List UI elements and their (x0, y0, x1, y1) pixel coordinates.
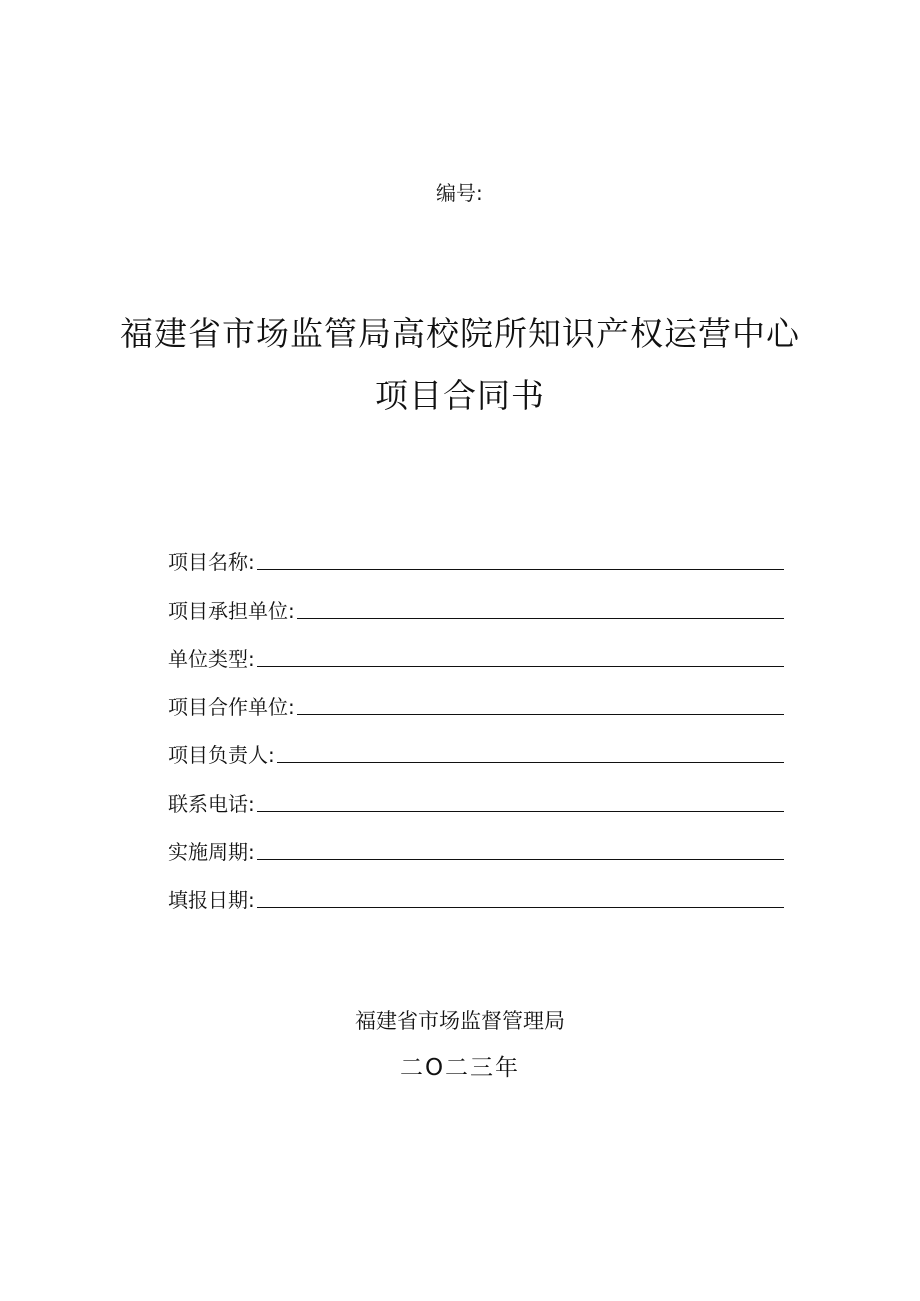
field-label: 项目合作单位: (168, 695, 295, 720)
field-blank-line (277, 740, 784, 763)
field-label: 项目承担单位: (168, 598, 295, 623)
document-subtitle: 项目合同书 (375, 376, 545, 415)
field-implementation-period (168, 820, 784, 868)
field-blank-line (257, 789, 784, 812)
field-blank-line (257, 547, 784, 570)
field-label: 联系电话: (168, 791, 255, 816)
field-label: 填报日期: (168, 888, 255, 913)
issue-year: 二O二三年 (399, 1055, 521, 1081)
field-blank-line (257, 644, 784, 667)
field-blank-line (297, 692, 784, 715)
serial-number-label: 编号: (436, 181, 483, 205)
field-project-name (168, 530, 784, 578)
field-label: 项目名称: (168, 550, 255, 575)
field-label: 实施周期: (168, 840, 255, 865)
field-undertaking-unit (168, 578, 784, 626)
field-blank-line (297, 596, 784, 619)
field-label: 项目负责人: (168, 743, 275, 768)
field-fill-date (168, 868, 784, 916)
field-label: 单位类型: (168, 646, 255, 671)
document-title: 福建省市场监管局高校院所知识产权运营中心 (120, 314, 800, 353)
cover-form (168, 530, 784, 916)
field-blank-line (257, 837, 784, 860)
issuing-organization: 福建省市场监督管理局 (355, 1009, 565, 1033)
field-contact-phone (168, 771, 784, 819)
field-blank-line (257, 885, 784, 908)
field-partner-unit (168, 675, 784, 723)
field-project-leader (168, 723, 784, 771)
field-unit-type (168, 627, 784, 675)
